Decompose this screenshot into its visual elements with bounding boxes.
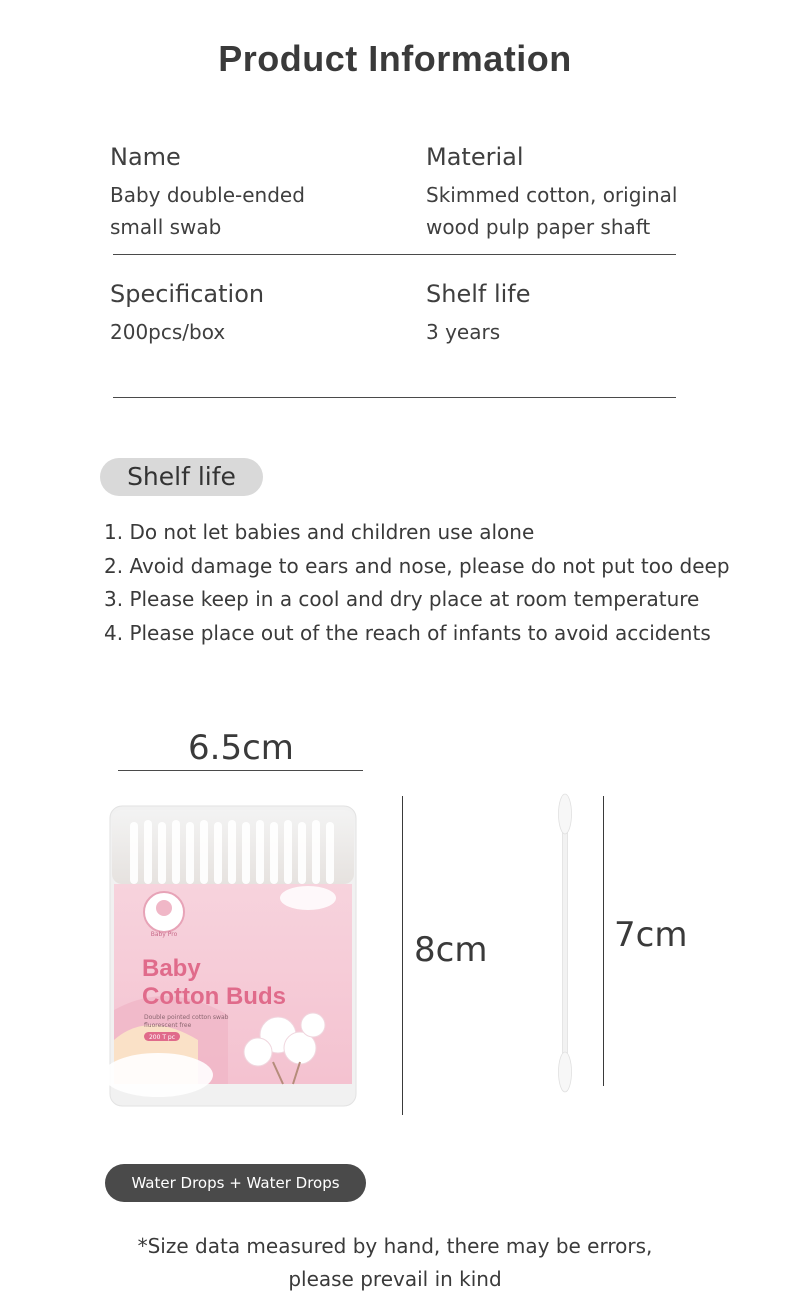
material-value-line1: Skimmed cotton, original xyxy=(426,183,678,207)
package-subtitle-1: Double pointed cotton swab xyxy=(144,1014,229,1021)
box-width-label: 6.5cm xyxy=(188,728,294,768)
name-value-line2: small swab xyxy=(110,215,222,239)
notice-list xyxy=(104,516,730,650)
spec-divider-2 xyxy=(113,397,676,398)
notice-pill: Shelf life xyxy=(100,458,263,496)
variant-pill: Water Drops + Water Drops xyxy=(105,1164,366,1202)
notice-item: 2. Avoid damage to ears and nose, please do not put too deep xyxy=(104,553,730,578)
package-count-badge: 200 T pc xyxy=(148,1034,176,1041)
notice-item: 1. Do not let babies and children use alone xyxy=(104,520,535,544)
spec-divider-1 xyxy=(113,254,676,255)
material-value xyxy=(426,179,726,243)
box-height-label: 8cm xyxy=(414,930,488,970)
cotton-swab-image xyxy=(552,792,578,1094)
name-value xyxy=(110,179,410,243)
specification-label: Specification xyxy=(110,280,265,308)
notice-item: 3. Please keep in a cool and dry place at room temperature xyxy=(104,587,700,611)
specification-value: 200pcs/box xyxy=(110,320,226,344)
page-title: Product Information xyxy=(218,38,572,79)
notice-item: 4. Please place out of the reach of infants to avoid accidents xyxy=(104,620,711,645)
package-subtitle-2: fluorescent free xyxy=(144,1022,192,1029)
box-height-line xyxy=(402,796,403,1115)
shelf-life-value: 3 years xyxy=(426,320,501,344)
material-value-line2: wood pulp paper shaft xyxy=(426,215,651,239)
package-logo-text: Baby Pro xyxy=(150,931,178,938)
name-value-line1: Baby double-ended xyxy=(110,183,305,207)
cotton-bud-box-image xyxy=(108,800,358,1112)
name-label: Name xyxy=(110,143,181,171)
package-title-line2: Cotton Buds xyxy=(142,983,286,1010)
footnote-line2: please prevail in kind xyxy=(288,1267,502,1291)
size-footnote xyxy=(0,1230,790,1296)
swab-length-line xyxy=(603,796,604,1086)
package-title-line1: Baby xyxy=(142,955,201,982)
shelf-life-label: Shelf life xyxy=(426,280,531,308)
footnote-line1: *Size data measured by hand, there may be errors, xyxy=(137,1234,653,1258)
swab-length-label: 7cm xyxy=(614,915,688,955)
box-width-line xyxy=(118,770,363,771)
material-label: Material xyxy=(426,143,524,171)
